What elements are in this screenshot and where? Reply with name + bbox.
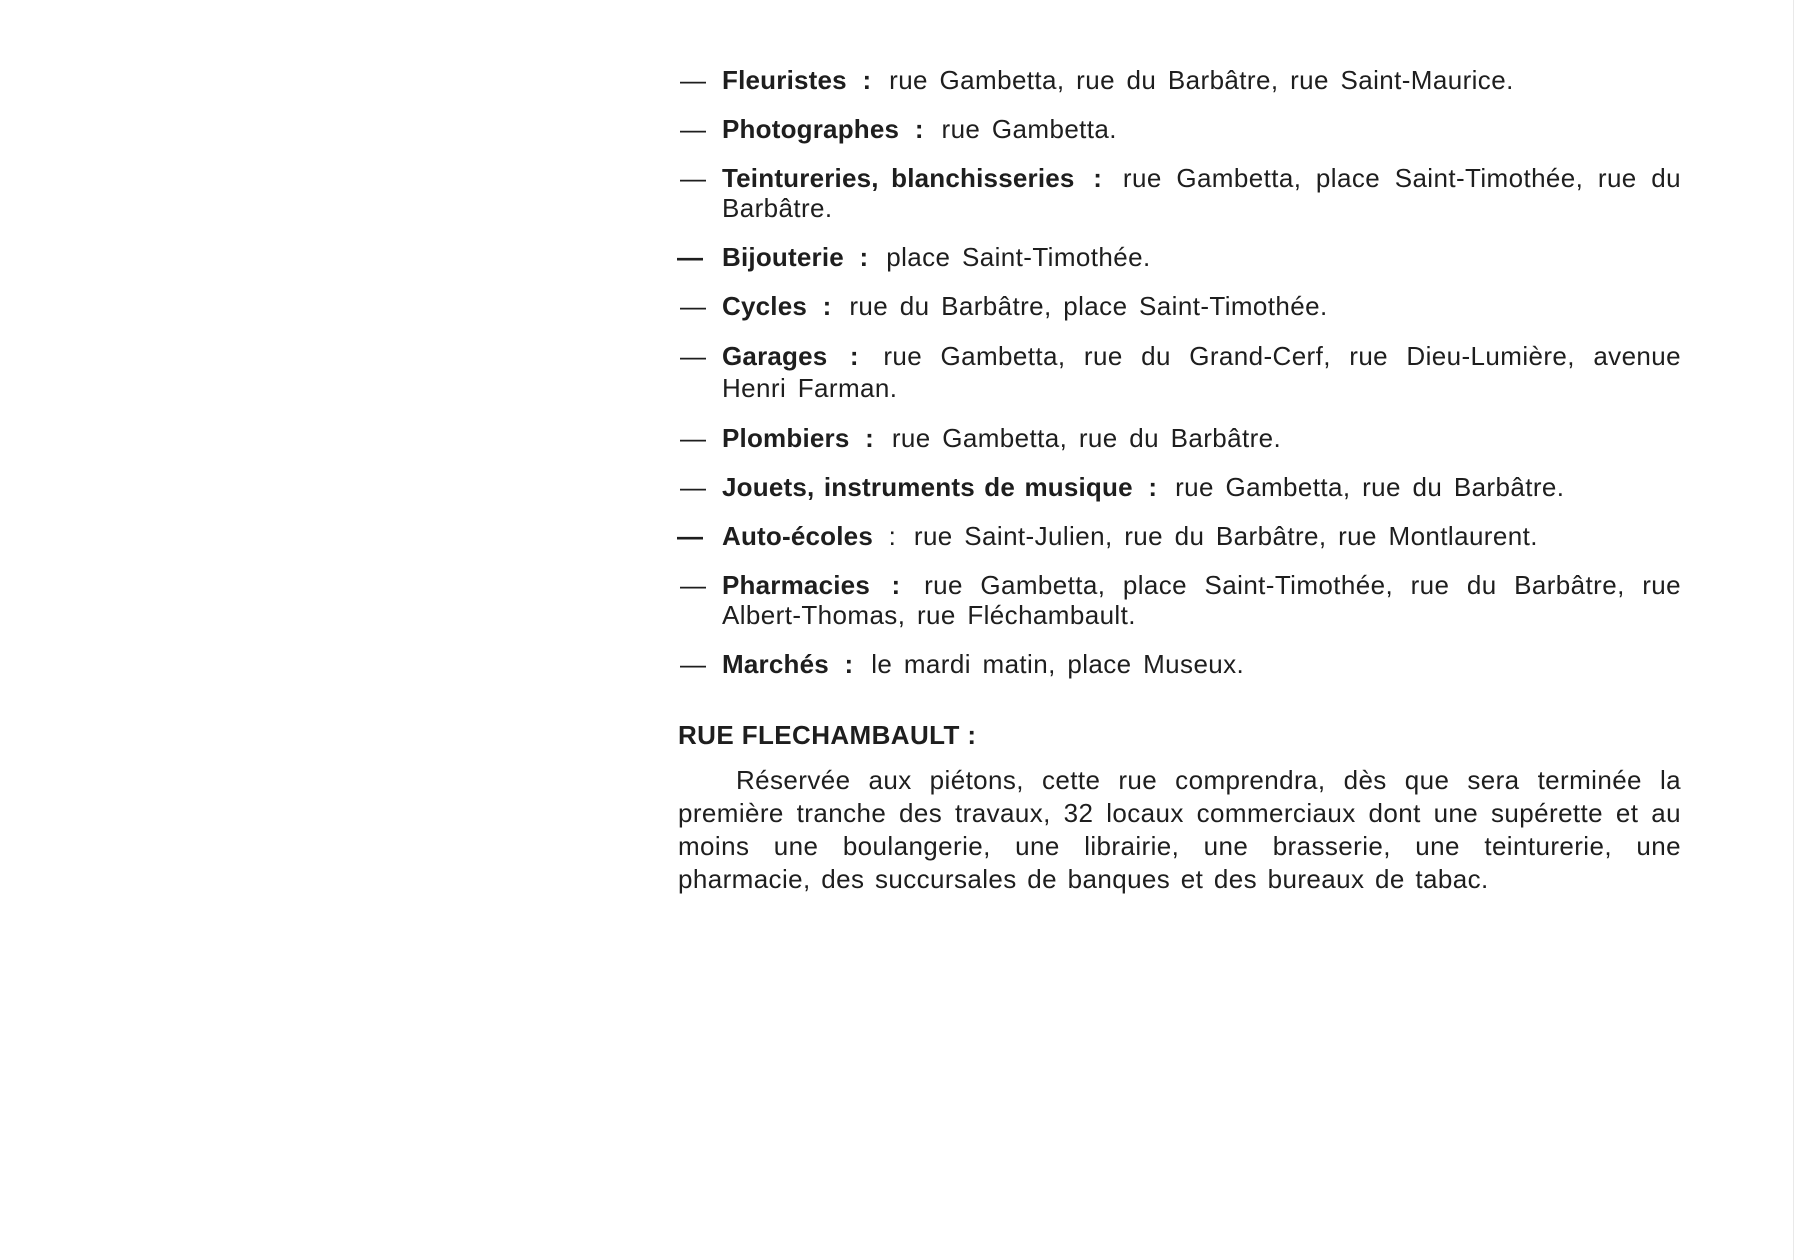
- list-dash: —: [680, 291, 707, 321]
- item-term: Auto-écoles: [722, 521, 874, 551]
- item-text: rue Gambetta.: [941, 114, 1117, 144]
- item-colon: :: [859, 242, 869, 272]
- list-item-garages: [677, 340, 1681, 404]
- list-dash: —: [680, 423, 707, 453]
- item-term: Teintureries, blanchisseries: [722, 163, 1075, 193]
- item-text: rue Gambetta, rue du Grand-Cerf, rue Dieu-Lumière, avenue Henri Farman.: [722, 341, 1682, 403]
- list-dash: —: [680, 341, 707, 371]
- item-text: rue Gambetta, rue du Barbâtre.: [1175, 472, 1565, 502]
- list-item-bijouterie: [677, 242, 1681, 272]
- list-dash: —: [680, 163, 707, 193]
- text-column: [677, 65, 1681, 896]
- shop-list: [677, 65, 1681, 679]
- item-colon: :: [849, 341, 859, 371]
- item-term: Garages: [722, 341, 828, 371]
- item-term: Marchés: [722, 649, 829, 679]
- item-colon: :: [888, 521, 897, 551]
- item-colon: :: [865, 423, 875, 453]
- item-text: rue Gambetta, place Saint-Timothée, rue du Barbâtre.: [722, 163, 1682, 223]
- list-dash: —: [680, 472, 707, 502]
- list-dash: —: [680, 570, 707, 600]
- list-item-cycles: [677, 291, 1681, 321]
- list-item-jouets: [677, 472, 1681, 502]
- item-term: Fleuristes: [722, 65, 847, 95]
- item-term: Jouets, instruments de musique: [722, 472, 1133, 502]
- list-item-photographes: [677, 114, 1681, 144]
- item-term: Photographes: [722, 114, 900, 144]
- item-term: Pharmacies: [722, 570, 870, 600]
- item-text: le mardi matin, place Museux.: [871, 649, 1245, 679]
- list-dash: —: [680, 649, 707, 679]
- list-item-auto-ecoles: [677, 521, 1681, 551]
- list-dash: —: [680, 114, 707, 144]
- list-dash: —: [677, 521, 704, 551]
- item-colon: :: [862, 65, 872, 95]
- item-colon: :: [1148, 472, 1158, 502]
- list-dash: —: [677, 242, 704, 272]
- list-item-fleuristes: [677, 65, 1681, 95]
- section-title: RUE FLECHAMBAULT :: [678, 720, 977, 750]
- item-colon: :: [914, 114, 924, 144]
- list-item-marches: [677, 649, 1681, 679]
- item-term: Plombiers: [722, 423, 850, 453]
- section-paragraph: Réservée aux piétons, cette rue comprendra, dès que sera terminée la première tranche des travaux, 32 locaux commerciaux dont une supérette et au moins une boulangerie, une librairie, une brasserie, une teinturerie, une pharmacie, des succursales de banques et des bureaux de tabac.: [678, 765, 1681, 894]
- item-colon: :: [891, 570, 901, 600]
- item-colon: :: [822, 291, 832, 321]
- item-text: rue du Barbâtre, place Saint-Timothée.: [849, 291, 1328, 321]
- list-dash: —: [680, 65, 707, 95]
- item-text: place Saint-Timothée.: [886, 242, 1151, 272]
- list-item-pharmacies: [677, 570, 1681, 630]
- item-text: rue Saint-Julien, rue du Barbâtre, rue Montlaurent.: [913, 521, 1538, 551]
- page-edge: [1793, 0, 1794, 1260]
- item-text: rue Gambetta, rue du Barbâtre.: [891, 423, 1282, 453]
- item-term: Cycles: [722, 291, 808, 321]
- item-text: rue Gambetta, rue du Barbâtre, rue Saint-Maurice.: [889, 65, 1514, 95]
- item-colon: :: [844, 649, 854, 679]
- list-item-plombiers: [677, 423, 1681, 453]
- item-colon: :: [1093, 163, 1103, 193]
- item-term: Bijouterie: [722, 242, 844, 272]
- list-item-teintureries: [677, 163, 1681, 223]
- item-text: rue Gambetta, place Saint-Timothée, rue du Barbâtre, rue Albert-Thomas, rue Fléchambault.: [722, 570, 1681, 630]
